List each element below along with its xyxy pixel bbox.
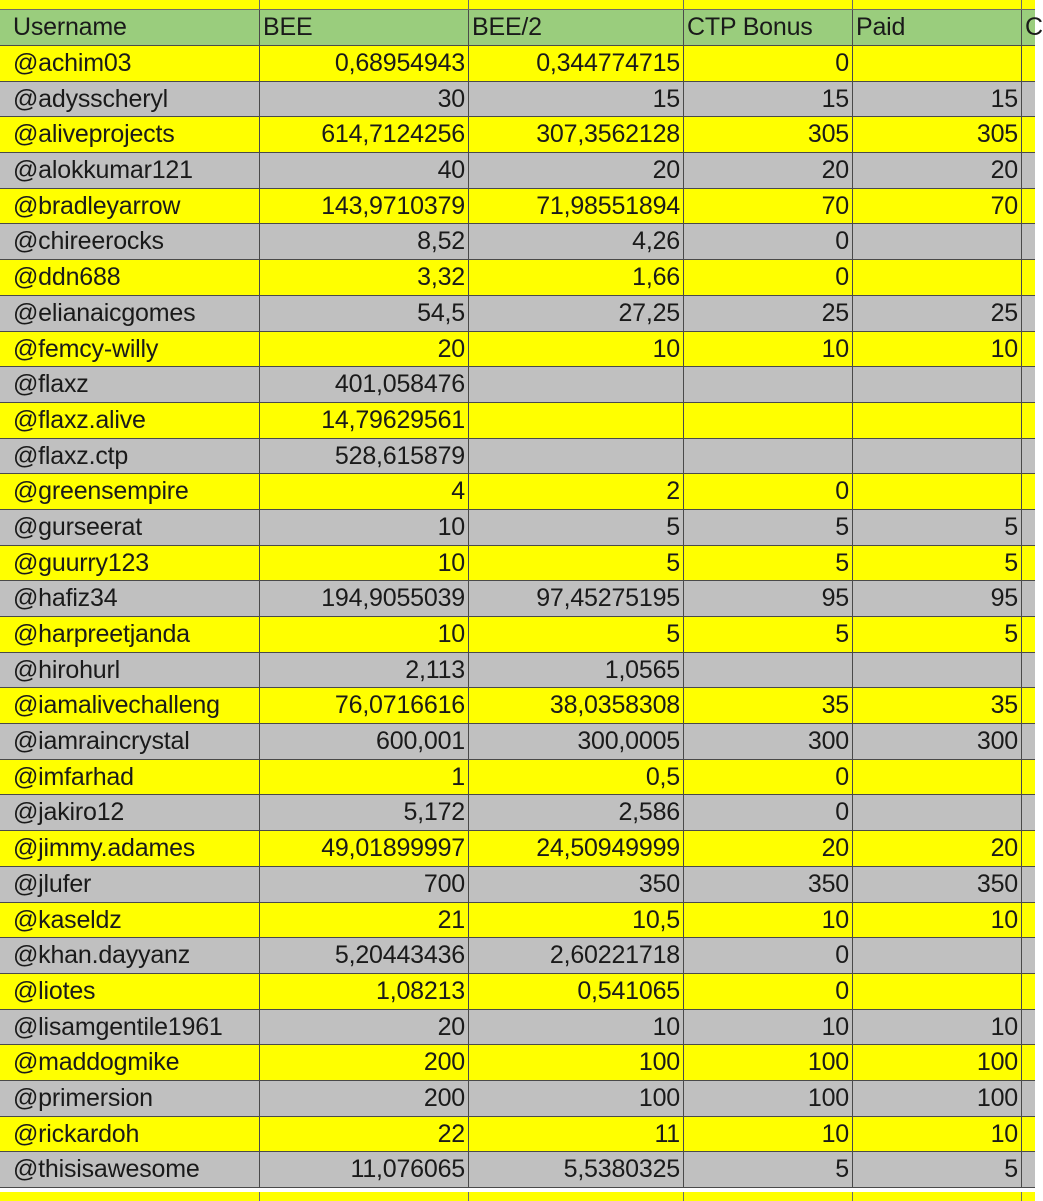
cell-bee[interactable]: 22 [260, 1117, 469, 1152]
cell-ctp-bonus[interactable]: 305 [684, 117, 853, 152]
cell-bee[interactable]: 54,5 [260, 296, 469, 331]
table-row [0, 474, 1035, 510]
cell-paid[interactable]: 15 [853, 82, 1022, 117]
cell-paid[interactable]: 300 [853, 724, 1022, 759]
cell-bee-half[interactable]: 4,26 [469, 224, 684, 259]
cell-column-f[interactable] [1022, 760, 1035, 795]
header-bee[interactable]: BEE [260, 10, 469, 45]
cell-paid[interactable]: 305 [853, 117, 1022, 152]
cell-ctp-bonus[interactable]: 10 [684, 1117, 853, 1152]
cell-username[interactable]: @femcy-willy [0, 332, 260, 367]
cell-paid[interactable] [853, 403, 1022, 438]
cell-username[interactable]: @flaxz.ctp [0, 439, 260, 474]
cell-bee[interactable]: 20 [260, 332, 469, 367]
cell-bee-half[interactable] [469, 439, 684, 474]
cell-paid[interactable]: 25 [853, 296, 1022, 331]
cell-bee[interactable]: 600,001 [260, 724, 469, 759]
cell-paid[interactable] [853, 474, 1022, 509]
cell-bee-half[interactable]: 24,50949999 [469, 831, 684, 866]
cell-ctp-bonus[interactable]: 0 [684, 46, 853, 81]
cell-username[interactable]: @imfarhad [0, 760, 260, 795]
cell-column-f[interactable] [1022, 332, 1035, 367]
cell-column-f[interactable] [1022, 153, 1035, 188]
cell-column-f[interactable] [1022, 1081, 1035, 1116]
table-row [0, 296, 1035, 332]
cell-paid[interactable] [853, 224, 1022, 259]
cell-paid[interactable]: 350 [853, 867, 1022, 902]
cell-column-f[interactable] [1022, 189, 1035, 224]
table-row [0, 117, 1035, 153]
cell-paid[interactable]: 5 [853, 617, 1022, 652]
cell-paid[interactable]: 10 [853, 1117, 1022, 1152]
cell-column-f[interactable] [1022, 1152, 1035, 1187]
cell-ctp-bonus[interactable]: 5 [684, 510, 853, 545]
cell-username[interactable]: @achim03 [0, 46, 260, 81]
cell-bee[interactable]: 5,20443436 [260, 938, 469, 973]
cell-paid[interactable]: 100 [853, 1081, 1022, 1116]
cell-username[interactable]: @flaxz [0, 367, 260, 402]
table-row [0, 546, 1035, 582]
cell-bee[interactable]: 11,076065 [260, 1152, 469, 1187]
cell-bee-half[interactable]: 20 [469, 153, 684, 188]
cell-bee-half[interactable]: 2,60221718 [469, 938, 684, 973]
cell-ctp-bonus[interactable]: 0 [684, 224, 853, 259]
cell-column-f[interactable] [1022, 439, 1035, 474]
cell-username[interactable]: @elianaicgomes [0, 296, 260, 331]
cell-column-f[interactable] [1022, 831, 1035, 866]
cell-paid[interactable]: 5 [853, 510, 1022, 545]
table-row [0, 795, 1035, 831]
table-row [0, 760, 1035, 796]
cell-ctp-bonus[interactable] [684, 653, 853, 688]
cell-bee-half[interactable]: 5 [469, 617, 684, 652]
table-row [0, 260, 1035, 296]
cell-ctp-bonus[interactable]: 0 [684, 474, 853, 509]
data-grid [0, 10, 1043, 1188]
cell-username[interactable]: @hafiz34 [0, 581, 260, 616]
cell-column-f[interactable] [1022, 546, 1035, 581]
cell-bee-half[interactable]: 1,66 [469, 260, 684, 295]
table-row [0, 938, 1035, 974]
cell-paid[interactable] [853, 46, 1022, 81]
cell-bee-half[interactable]: 38,0358308 [469, 688, 684, 723]
cell-paid[interactable] [853, 760, 1022, 795]
cell-bee-half[interactable]: 10 [469, 332, 684, 367]
table-row [0, 1010, 1035, 1046]
cell-paid[interactable]: 10 [853, 903, 1022, 938]
cell-ctp-bonus[interactable]: 25 [684, 296, 853, 331]
cell-paid[interactable]: 10 [853, 332, 1022, 367]
table-row [0, 439, 1035, 475]
cell-bee-half[interactable]: 10 [469, 1010, 684, 1045]
cell-bee-half[interactable]: 307,3562128 [469, 117, 684, 152]
cell-paid[interactable] [853, 938, 1022, 973]
table-row [0, 903, 1035, 939]
cell-bee[interactable]: 200 [260, 1081, 469, 1116]
cell-column-f[interactable] [1022, 617, 1035, 652]
cell-bee[interactable]: 528,615879 [260, 439, 469, 474]
cell-bee-half[interactable]: 10,5 [469, 903, 684, 938]
cell-ctp-bonus[interactable] [684, 439, 853, 474]
cell-column-f[interactable] [1022, 1045, 1035, 1080]
cell-column-f[interactable] [1022, 46, 1035, 81]
cell-bee-half[interactable]: 5 [469, 510, 684, 545]
table-row [0, 46, 1035, 82]
cell-ctp-bonus[interactable]: 100 [684, 1081, 853, 1116]
cell-paid[interactable] [853, 974, 1022, 1009]
table-row [0, 153, 1035, 189]
cell-ctp-bonus[interactable]: 10 [684, 1010, 853, 1045]
cell-column-f[interactable] [1022, 224, 1035, 259]
cell-bee[interactable]: 143,9710379 [260, 189, 469, 224]
cell-username[interactable]: @ddn688 [0, 260, 260, 295]
cell-username[interactable]: @jlufer [0, 867, 260, 902]
cell-bee-half[interactable]: 2,586 [469, 795, 684, 830]
cell-bee[interactable]: 30 [260, 82, 469, 117]
cell-column-f[interactable] [1022, 474, 1035, 509]
cell-bee-half[interactable]: 15 [469, 82, 684, 117]
header-bee-half[interactable]: BEE/2 [469, 10, 684, 45]
cell-paid[interactable]: 70 [853, 189, 1022, 224]
cell-column-f[interactable] [1022, 260, 1035, 295]
header-ctp-bonus[interactable]: CTP Bonus [684, 10, 853, 45]
cell-username[interactable]: @bradleyarrow [0, 189, 260, 224]
table-row [0, 367, 1035, 403]
cell-column-f[interactable] [1022, 653, 1035, 688]
cell-username[interactable]: @lisamgentile1961 [0, 1010, 260, 1045]
cell-username[interactable]: @primersion [0, 1081, 260, 1116]
cell-ctp-bonus[interactable]: 20 [684, 153, 853, 188]
cell-bee-half[interactable]: 0,5 [469, 760, 684, 795]
partial-row-bottom [0, 1192, 1035, 1201]
cell-bee[interactable]: 8,52 [260, 224, 469, 259]
cell-bee-half[interactable]: 11 [469, 1117, 684, 1152]
cell-ctp-bonus[interactable]: 0 [684, 760, 853, 795]
cell-column-f[interactable] [1022, 903, 1035, 938]
header-row [0, 10, 1043, 46]
cell-username[interactable]: @jimmy.adames [0, 831, 260, 866]
table-row [0, 688, 1035, 724]
cell-bee[interactable]: 3,32 [260, 260, 469, 295]
cell-paid[interactable]: 100 [853, 1045, 1022, 1080]
cell-username[interactable]: @adysscheryl [0, 82, 260, 117]
cell-username[interactable]: @chireerocks [0, 224, 260, 259]
cell-paid[interactable]: 20 [853, 153, 1022, 188]
header-username[interactable]: Username [0, 10, 260, 45]
cell-bee[interactable]: 14,79629561 [260, 403, 469, 438]
cell-bee-half[interactable]: 5 [469, 546, 684, 581]
cell-bee-half[interactable]: 0,541065 [469, 974, 684, 1009]
cell-bee[interactable]: 21 [260, 903, 469, 938]
cell-paid[interactable]: 5 [853, 546, 1022, 581]
cell-paid[interactable]: 35 [853, 688, 1022, 723]
cell-bee-half[interactable]: 0,344774715 [469, 46, 684, 81]
table-row [0, 581, 1035, 617]
cell-bee-half[interactable]: 71,98551894 [469, 189, 684, 224]
table-row [0, 724, 1035, 760]
table-row [0, 82, 1035, 118]
cell-ctp-bonus[interactable]: 20 [684, 831, 853, 866]
cell-ctp-bonus[interactable] [684, 367, 853, 402]
cell-bee-half[interactable] [469, 367, 684, 402]
cell-bee-half[interactable]: 100 [469, 1081, 684, 1116]
table-row [0, 867, 1035, 903]
cell-username[interactable]: @liotes [0, 974, 260, 1009]
table-row [0, 653, 1035, 689]
cell-column-f[interactable] [1022, 867, 1035, 902]
cell-ctp-bonus[interactable]: 10 [684, 332, 853, 367]
cell-ctp-bonus[interactable]: 35 [684, 688, 853, 723]
cell-bee-half[interactable]: 5,5380325 [469, 1152, 684, 1187]
cell-bee-half[interactable] [469, 403, 684, 438]
table-row [0, 974, 1035, 1010]
cell-bee[interactable]: 614,7124256 [260, 117, 469, 152]
cell-ctp-bonus[interactable]: 0 [684, 974, 853, 1009]
cell-ctp-bonus[interactable]: 15 [684, 82, 853, 117]
cell-paid[interactable] [853, 260, 1022, 295]
cell-bee[interactable]: 49,01899997 [260, 831, 469, 866]
cell-column-f[interactable] [1022, 724, 1035, 759]
cell-bee[interactable]: 700 [260, 867, 469, 902]
cell-ctp-bonus[interactable] [684, 403, 853, 438]
cell-column-f[interactable] [1022, 367, 1035, 402]
cell-bee[interactable]: 194,9055039 [260, 581, 469, 616]
header-paid[interactable]: Paid [853, 10, 1022, 45]
table-row [0, 1045, 1035, 1081]
table-row [0, 1117, 1035, 1153]
cell-paid[interactable]: 95 [853, 581, 1022, 616]
cell-bee[interactable]: 401,058476 [260, 367, 469, 402]
cell-column-f[interactable] [1022, 1117, 1035, 1152]
cell-username[interactable]: @harpreetjanda [0, 617, 260, 652]
cell-bee[interactable]: 1,08213 [260, 974, 469, 1009]
cell-bee[interactable]: 10 [260, 546, 469, 581]
cell-bee[interactable]: 10 [260, 510, 469, 545]
cell-bee[interactable]: 2,113 [260, 653, 469, 688]
cell-paid[interactable] [853, 439, 1022, 474]
cell-username[interactable]: @thisisawesome [0, 1152, 260, 1187]
cell-bee-half[interactable]: 27,25 [469, 296, 684, 331]
cell-paid[interactable]: 5 [853, 1152, 1022, 1187]
cell-column-f[interactable] [1022, 510, 1035, 545]
cell-ctp-bonus[interactable]: 300 [684, 724, 853, 759]
cell-bee[interactable]: 200 [260, 1045, 469, 1080]
cell-column-f[interactable] [1022, 795, 1035, 830]
cell-bee[interactable]: 1 [260, 760, 469, 795]
cell-column-f[interactable] [1022, 82, 1035, 117]
cell-username[interactable]: @hirohurl [0, 653, 260, 688]
cell-username[interactable]: @iamalivechalleng [0, 688, 260, 723]
cell-ctp-bonus[interactable]: 5 [684, 617, 853, 652]
cell-ctp-bonus[interactable]: 0 [684, 938, 853, 973]
table-row [0, 224, 1035, 260]
cell-username[interactable]: @jakiro12 [0, 795, 260, 830]
cell-username[interactable]: @greensempire [0, 474, 260, 509]
cell-bee[interactable]: 10 [260, 617, 469, 652]
cell-username[interactable]: @iamraincrystal [0, 724, 260, 759]
cell-username[interactable]: @rickardoh [0, 1117, 260, 1152]
cell-bee[interactable]: 0,68954943 [260, 46, 469, 81]
cell-username[interactable]: @maddogmike [0, 1045, 260, 1080]
table-row [0, 332, 1035, 368]
cell-column-f[interactable] [1022, 403, 1035, 438]
cell-bee[interactable]: 20 [260, 1010, 469, 1045]
cell-ctp-bonus[interactable]: 0 [684, 260, 853, 295]
cell-username[interactable]: @alokkumar121 [0, 153, 260, 188]
cell-column-f[interactable] [1022, 938, 1035, 973]
table-row [0, 189, 1035, 225]
cell-paid[interactable] [853, 795, 1022, 830]
cell-bee[interactable]: 40 [260, 153, 469, 188]
cell-username[interactable]: @kaseldz [0, 903, 260, 938]
cell-ctp-bonus[interactable]: 5 [684, 546, 853, 581]
table-row [0, 510, 1035, 546]
cell-bee-half[interactable]: 350 [469, 867, 684, 902]
cell-ctp-bonus[interactable]: 10 [684, 903, 853, 938]
table-row [0, 831, 1035, 867]
cell-bee-half[interactable]: 100 [469, 1045, 684, 1080]
cell-column-f[interactable] [1022, 117, 1035, 152]
cell-username[interactable]: @guurry123 [0, 546, 260, 581]
cell-username[interactable]: @aliveprojects [0, 117, 260, 152]
cell-bee-half[interactable]: 97,45275195 [469, 581, 684, 616]
cell-bee-half[interactable]: 2 [469, 474, 684, 509]
cell-column-f[interactable] [1022, 974, 1035, 1009]
cell-bee-half[interactable]: 300,0005 [469, 724, 684, 759]
cell-ctp-bonus[interactable]: 5 [684, 1152, 853, 1187]
cell-column-f[interactable] [1022, 296, 1035, 331]
cell-bee-half[interactable]: 1,0565 [469, 653, 684, 688]
cell-paid[interactable] [853, 653, 1022, 688]
header-column-f[interactable]: C [1025, 13, 1043, 41]
cell-bee[interactable]: 4 [260, 474, 469, 509]
cell-ctp-bonus[interactable]: 100 [684, 1045, 853, 1080]
table-row [0, 403, 1035, 439]
table-row [0, 617, 1035, 653]
cell-bee[interactable]: 76,0716616 [260, 688, 469, 723]
cell-paid[interactable]: 20 [853, 831, 1022, 866]
cell-column-f[interactable] [1022, 688, 1035, 723]
cell-ctp-bonus[interactable]: 0 [684, 795, 853, 830]
cell-column-f[interactable] [1022, 1010, 1035, 1045]
rows-container [0, 46, 1035, 1188]
cell-bee[interactable]: 5,172 [260, 795, 469, 830]
cell-username[interactable]: @flaxz.alive [0, 403, 260, 438]
table-row [0, 1152, 1035, 1188]
cell-ctp-bonus[interactable]: 95 [684, 581, 853, 616]
cell-ctp-bonus[interactable]: 70 [684, 189, 853, 224]
cell-paid[interactable] [853, 367, 1022, 402]
partial-row-top [0, 0, 1035, 10]
cell-username[interactable]: @khan.dayyanz [0, 938, 260, 973]
table-row [0, 1081, 1035, 1117]
cell-ctp-bonus[interactable]: 350 [684, 867, 853, 902]
cell-column-f[interactable] [1022, 581, 1035, 616]
cell-paid[interactable]: 10 [853, 1010, 1022, 1045]
cell-username[interactable]: @gurseerat [0, 510, 260, 545]
